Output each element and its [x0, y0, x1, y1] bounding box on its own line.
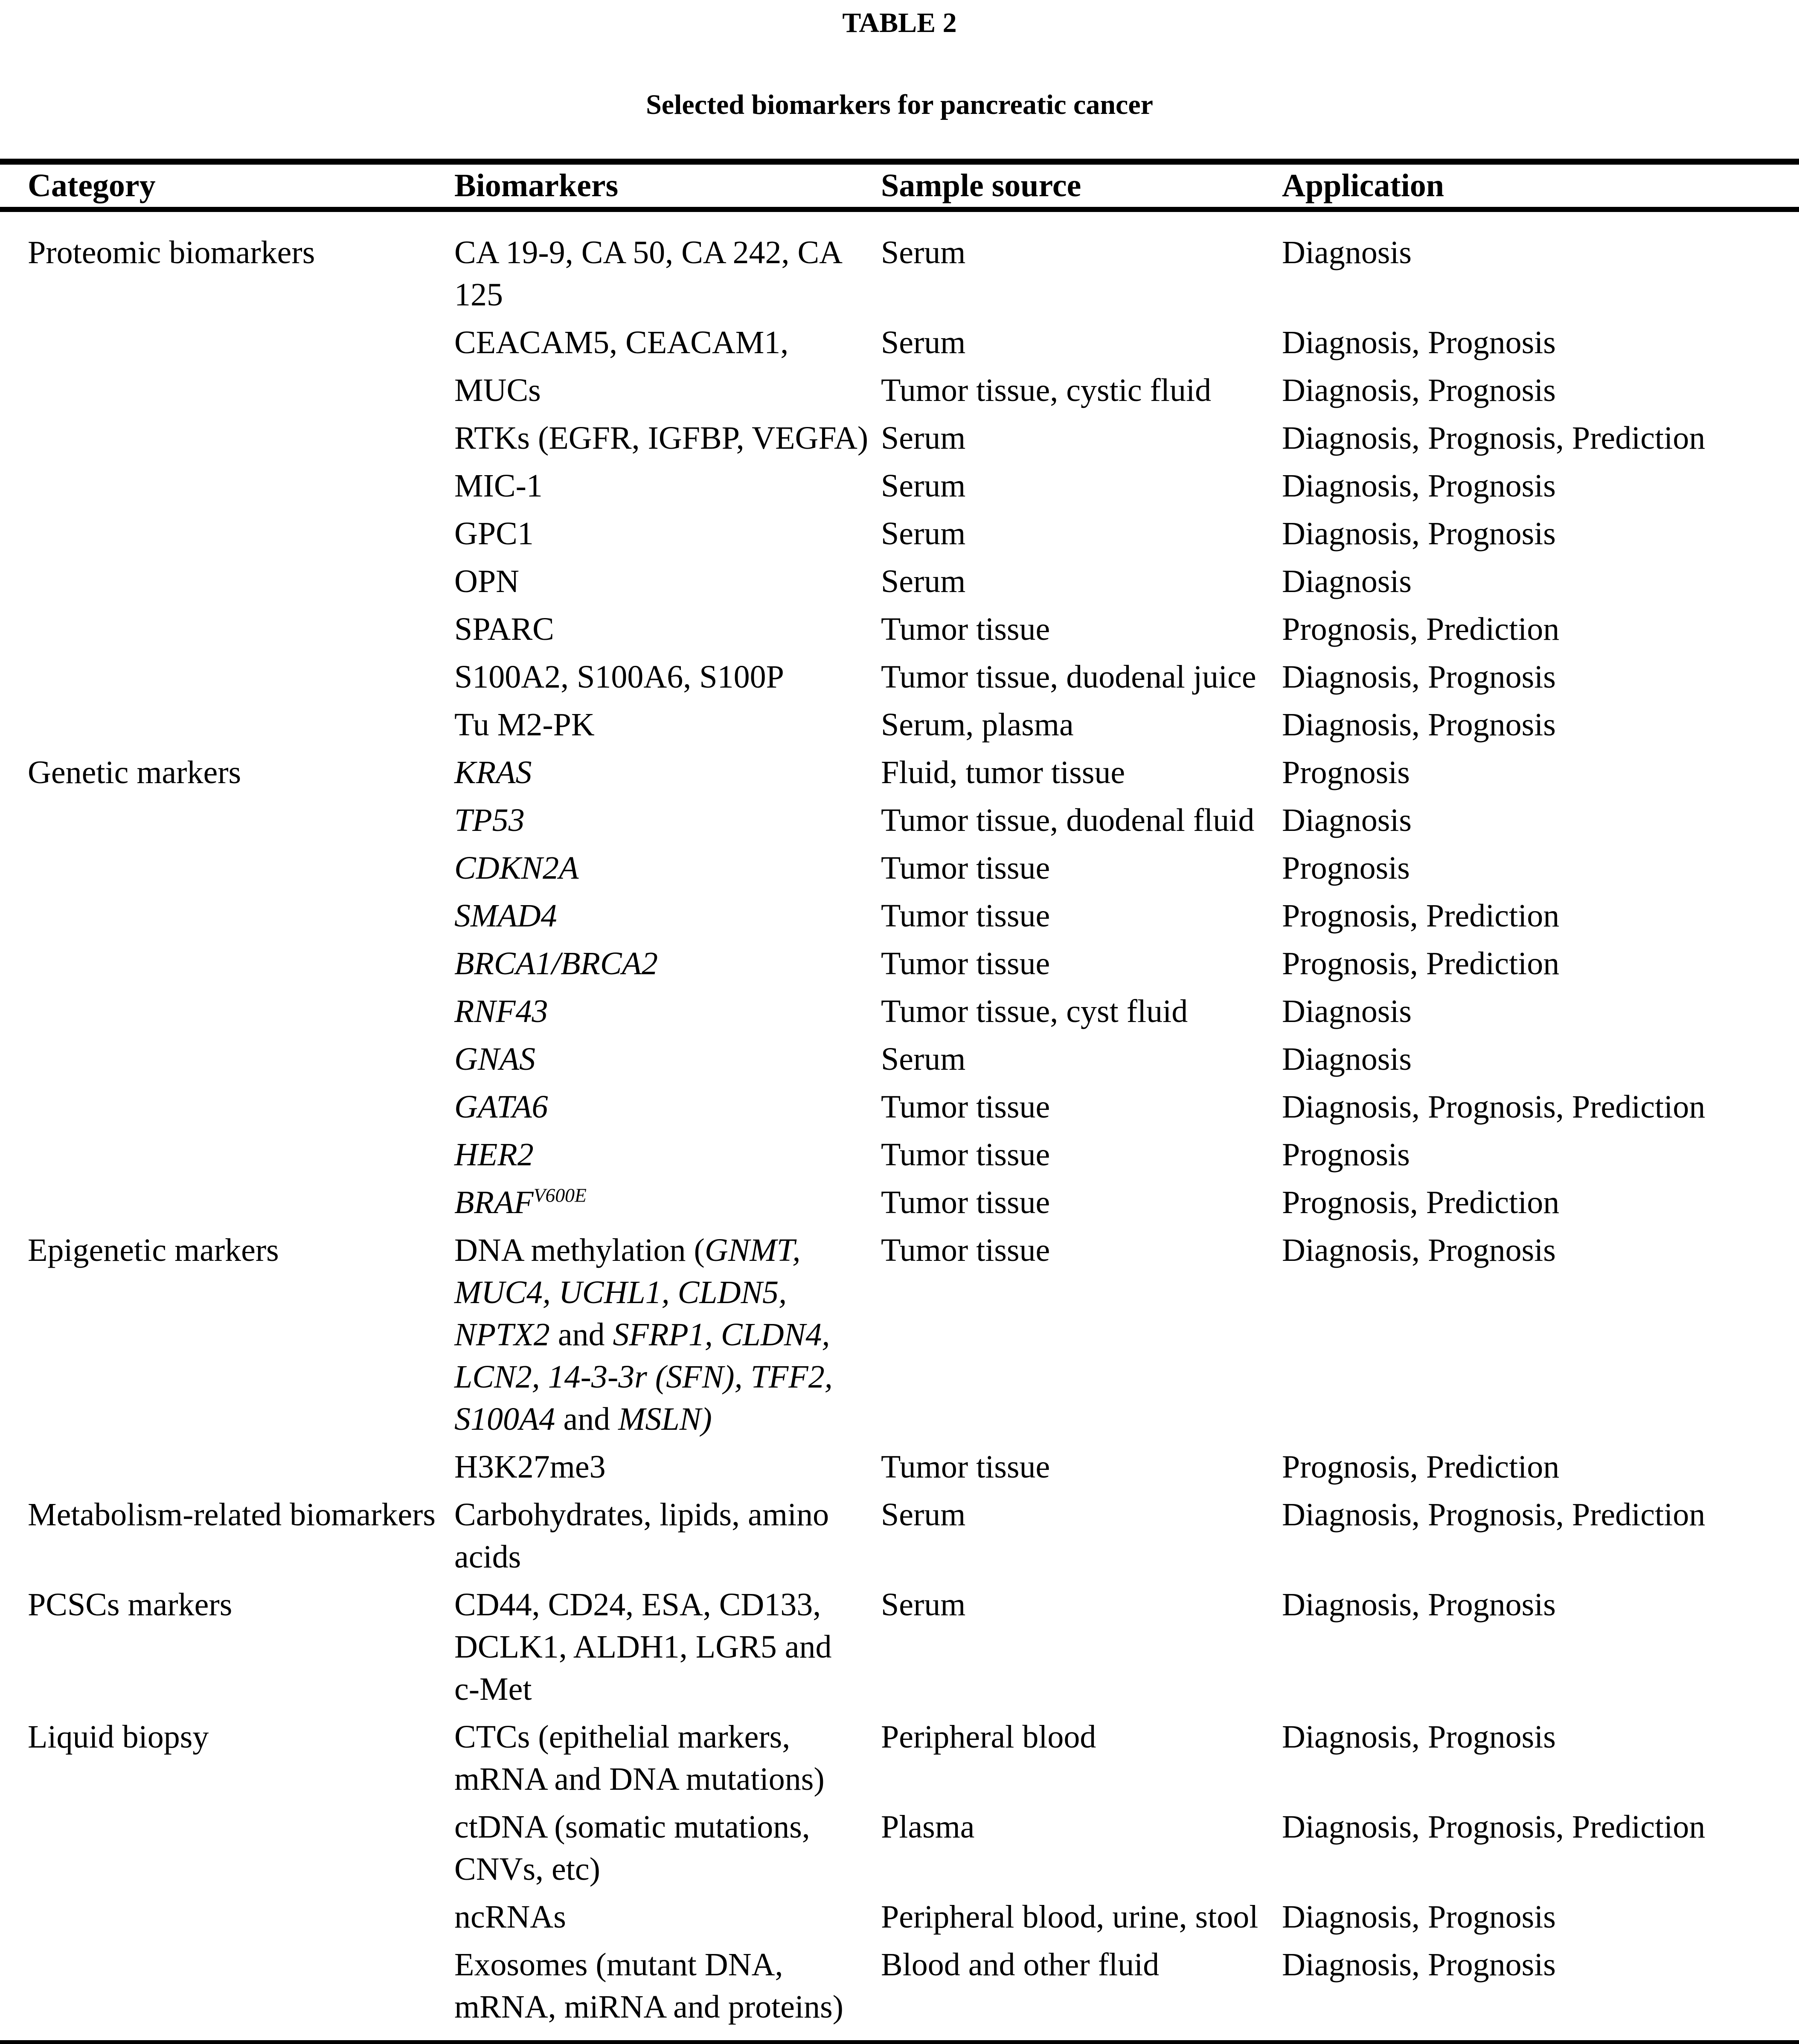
biomarkers-cell [454, 560, 881, 603]
application-cell: Diagnosis [1282, 235, 1412, 270]
application-cell: Diagnosis, Prognosis [1282, 372, 1556, 408]
biomarker-line: BRCA1/BRCA2 [454, 946, 658, 981]
biomarkers-cell [454, 847, 881, 889]
biomarkers-cell [454, 1038, 881, 1080]
biomarker-line: S100A2, S100A6, S100P [454, 659, 784, 695]
biomarkers-cell [454, 1944, 881, 2028]
biomarkers-cell [454, 943, 881, 985]
biomarkers-cell [454, 232, 881, 316]
category-cell [28, 704, 454, 746]
biomarker-line: ncRNAs [454, 1899, 566, 1935]
biomarkers-cell [454, 465, 881, 507]
biomarkers-cell [454, 1229, 881, 1440]
application-cell: Diagnosis, Prognosis [1282, 659, 1556, 695]
table-body [0, 212, 1799, 2040]
category-cell [28, 943, 454, 985]
biomarkers-cell [454, 1494, 881, 1578]
category-cell: Metabolism-related biomarkers [28, 1497, 436, 1533]
biomarker-line: SMAD4 [454, 898, 557, 934]
biomarkers-cell [454, 1584, 881, 1710]
biomarker-line: MUC4, UCHL1, CLDN5, [454, 1275, 787, 1310]
sample-source-cell: Tumor tissue, cystic fluid [881, 372, 1212, 408]
application-cell: Diagnosis, Prognosis [1282, 1899, 1556, 1935]
sample-source-cell: Tumor tissue, duodenal juice [881, 659, 1256, 695]
biomarkers-cell [454, 417, 881, 459]
biomarker-line: CDKN2A [454, 850, 579, 886]
application-cell: Diagnosis, Prognosis, Prediction [1282, 1809, 1706, 1845]
category-cell [28, 417, 454, 459]
sample-source-cell: Tumor tissue, duodenal fluid [881, 802, 1255, 838]
category-cell: PCSCs markers [28, 1587, 233, 1623]
table-top-rule [0, 159, 1799, 165]
application-cell: Diagnosis, Prognosis [1282, 325, 1556, 360]
biomarker-line: ctDNA (somatic mutations, [454, 1809, 810, 1845]
biomarker-line: GNAS [454, 1041, 535, 1077]
biomarker-line: Exosomes (mutant DNA, [454, 1947, 783, 1983]
sample-source-cell: Tumor tissue [881, 1232, 1050, 1268]
biomarker-line: c-Met [454, 1671, 532, 1707]
category-cell [28, 799, 454, 842]
sample-source-cell: Tumor tissue [881, 946, 1050, 981]
biomarker-line: NPTX2 and SFRP1, CLDN4, [454, 1317, 830, 1353]
sample-source-cell: Serum, plasma [881, 707, 1074, 743]
biomarkers-cell [454, 1806, 881, 1890]
application-cell: Diagnosis [1282, 802, 1412, 838]
biomarker-line: RTKs (EGFR, IGFBP, VEGFA) [454, 420, 869, 456]
biomarker-line: CTCs (epithelial markers, [454, 1719, 791, 1755]
biomarkers-cell [454, 895, 881, 937]
biomarker-line: 125 [454, 277, 503, 313]
application-cell: Diagnosis, Prognosis, Prediction [1282, 420, 1706, 456]
category-cell [28, 656, 454, 698]
sample-source-cell: Serum [881, 325, 966, 360]
biomarker-line: mRNA and DNA mutations) [454, 1761, 825, 1797]
category-cell [28, 1038, 454, 1080]
biomarkers-cell [454, 513, 881, 555]
application-cell: Diagnosis, Prognosis [1282, 1719, 1556, 1755]
biomarker-line: Carbohydrates, lipids, amino [454, 1497, 829, 1533]
column-header-biomarkers: Biomarkers [454, 168, 619, 203]
column-header-sample-source: Sample source [881, 168, 1081, 203]
category-cell [28, 1896, 454, 1938]
biomarker-line: RNF43 [454, 993, 548, 1029]
sample-source-cell: Plasma [881, 1809, 975, 1845]
biomarker-line: CA 19-9, CA 50, CA 242, CA [454, 235, 843, 270]
biomarkers-cell [454, 704, 881, 746]
category-cell [28, 1134, 454, 1176]
application-cell: Prognosis, Prediction [1282, 1185, 1560, 1220]
application-cell: Prognosis, Prediction [1282, 1449, 1560, 1485]
sample-source-cell: Serum [881, 420, 966, 456]
biomarker-line: GATA6 [454, 1089, 548, 1125]
biomarker-line: CEACAM5, CEACAM1, [454, 325, 789, 360]
category-cell: Epigenetic markers [28, 1232, 279, 1268]
sample-source-cell: Tumor tissue [881, 1449, 1050, 1485]
category-cell [28, 513, 454, 555]
sample-source-cell: Tumor tissue [881, 1185, 1050, 1220]
application-cell: Diagnosis, Prognosis [1282, 468, 1556, 504]
application-cell: Diagnosis [1282, 993, 1412, 1029]
category-cell [28, 560, 454, 603]
sample-source-cell: Tumor tissue [881, 1137, 1050, 1173]
sample-source-cell: Fluid, tumor tissue [881, 755, 1125, 790]
category-cell: Liquid biopsy [28, 1719, 209, 1755]
column-header-application: Application [1282, 168, 1444, 203]
application-cell: Diagnosis, Prognosis [1282, 1947, 1556, 1983]
biomarkers-cell [454, 1134, 881, 1176]
column-header-category: Category [28, 168, 156, 203]
application-cell: Diagnosis, Prognosis, Prediction [1282, 1497, 1706, 1533]
sample-source-cell: Serum [881, 563, 966, 599]
application-cell: Prognosis [1282, 850, 1410, 886]
application-cell: Diagnosis [1282, 1041, 1412, 1077]
category-cell: Genetic markers [28, 755, 241, 790]
biomarker-line: CNVs, etc) [454, 1851, 600, 1887]
sample-source-cell: Peripheral blood [881, 1719, 1096, 1755]
biomarkers-cell [454, 1446, 881, 1488]
biomarkers-cell [454, 990, 881, 1033]
sample-source-cell: Peripheral blood, urine, stool [881, 1899, 1258, 1935]
category-cell [28, 895, 454, 937]
category-cell [28, 465, 454, 507]
sample-source-cell: Tumor tissue [881, 898, 1050, 934]
sample-source-cell: Blood and other fluid [881, 1947, 1160, 1983]
biomarkers-cell [454, 1182, 881, 1224]
sample-source-cell: Tumor tissue, cyst fluid [881, 993, 1188, 1029]
sample-source-cell: Serum [881, 468, 966, 504]
category-cell [28, 322, 454, 364]
biomarker-line: MIC-1 [454, 468, 543, 504]
biomarkers-cell [454, 369, 881, 412]
biomarker-line: S100A4 and MSLN) [454, 1401, 712, 1437]
biomarker-line: mRNA, miRNA and proteins) [454, 1989, 843, 2025]
biomarker-line: H3K27me3 [454, 1449, 606, 1485]
application-cell: Diagnosis [1282, 563, 1412, 599]
table-header-row [0, 165, 1799, 207]
category-cell [28, 1446, 454, 1488]
biomarker-line: $BRAF^{V600E}$ [454, 1184, 587, 1220]
application-cell: Diagnosis, Prognosis [1282, 707, 1556, 743]
table-label: TABLE 2 [842, 7, 957, 38]
category-cell [28, 369, 454, 412]
biomarker-line: HER2 [454, 1137, 534, 1173]
biomarkers-cell [454, 752, 881, 794]
sample-source-cell: Tumor tissue [881, 1089, 1050, 1125]
biomarker-line: OPN [454, 563, 520, 599]
category-cell [28, 1182, 454, 1224]
category-cell [28, 1086, 454, 1128]
application-cell: Prognosis [1282, 1137, 1410, 1173]
header-bottom-rule [0, 207, 1799, 212]
biomarkers-cell [454, 799, 881, 842]
biomarker-line: DNA methylation (GNMT, [454, 1232, 801, 1268]
biomarkers-cell [454, 608, 881, 650]
biomarker-line: SPARC [454, 611, 554, 647]
category-cell: Proteomic biomarkers [28, 235, 315, 270]
biomarker-line: GPC1 [454, 516, 534, 552]
category-cell [28, 847, 454, 889]
application-cell: Diagnosis, Prognosis [1282, 1587, 1556, 1623]
application-cell: Prognosis, Prediction [1282, 898, 1560, 934]
biomarkers-cell [454, 1716, 881, 1800]
application-cell: Diagnosis, Prognosis, Prediction [1282, 1089, 1706, 1125]
biomarker-line: acids [454, 1539, 521, 1575]
biomarker-line: LCN2, 14-3-3r (SFN), TFF2, [454, 1359, 833, 1395]
biomarkers-cell [454, 656, 881, 698]
category-cell [28, 990, 454, 1033]
sample-source-cell: Serum [881, 1587, 966, 1623]
category-cell [28, 1944, 454, 2028]
biomarker-line: TP53 [454, 802, 525, 838]
biomarkers-cell [454, 322, 881, 364]
application-cell: Prognosis, Prediction [1282, 611, 1560, 647]
biomarker-line: MUCs [454, 372, 541, 408]
table-bottom-rule [0, 2040, 1799, 2044]
application-cell: Prognosis [1282, 755, 1410, 790]
biomarker-line: KRAS [454, 755, 532, 790]
sample-source-cell: Serum [881, 516, 966, 552]
category-cell [28, 608, 454, 650]
application-cell: Diagnosis, Prognosis [1282, 1232, 1556, 1268]
biomarker-line: CD44, CD24, ESA, CD133, [454, 1587, 821, 1623]
biomarker-line: DCLK1, ALDH1, LGR5 and [454, 1629, 832, 1665]
biomarkers-cell [454, 1086, 881, 1128]
sample-source-cell: Serum [881, 1497, 966, 1533]
biomarkers-cell [454, 1896, 881, 1938]
sample-source-cell: Serum [881, 235, 966, 270]
sample-source-cell: Serum [881, 1041, 966, 1077]
application-cell: Diagnosis, Prognosis [1282, 516, 1556, 552]
biomarker-line: Tu M2-PK [454, 707, 595, 743]
sample-source-cell: Tumor tissue [881, 850, 1050, 886]
table-caption: Selected biomarkers for pancreatic cancer [646, 89, 1153, 120]
category-cell [28, 1806, 454, 1890]
application-cell: Prognosis, Prediction [1282, 946, 1560, 981]
sample-source-cell: Tumor tissue [881, 611, 1050, 647]
